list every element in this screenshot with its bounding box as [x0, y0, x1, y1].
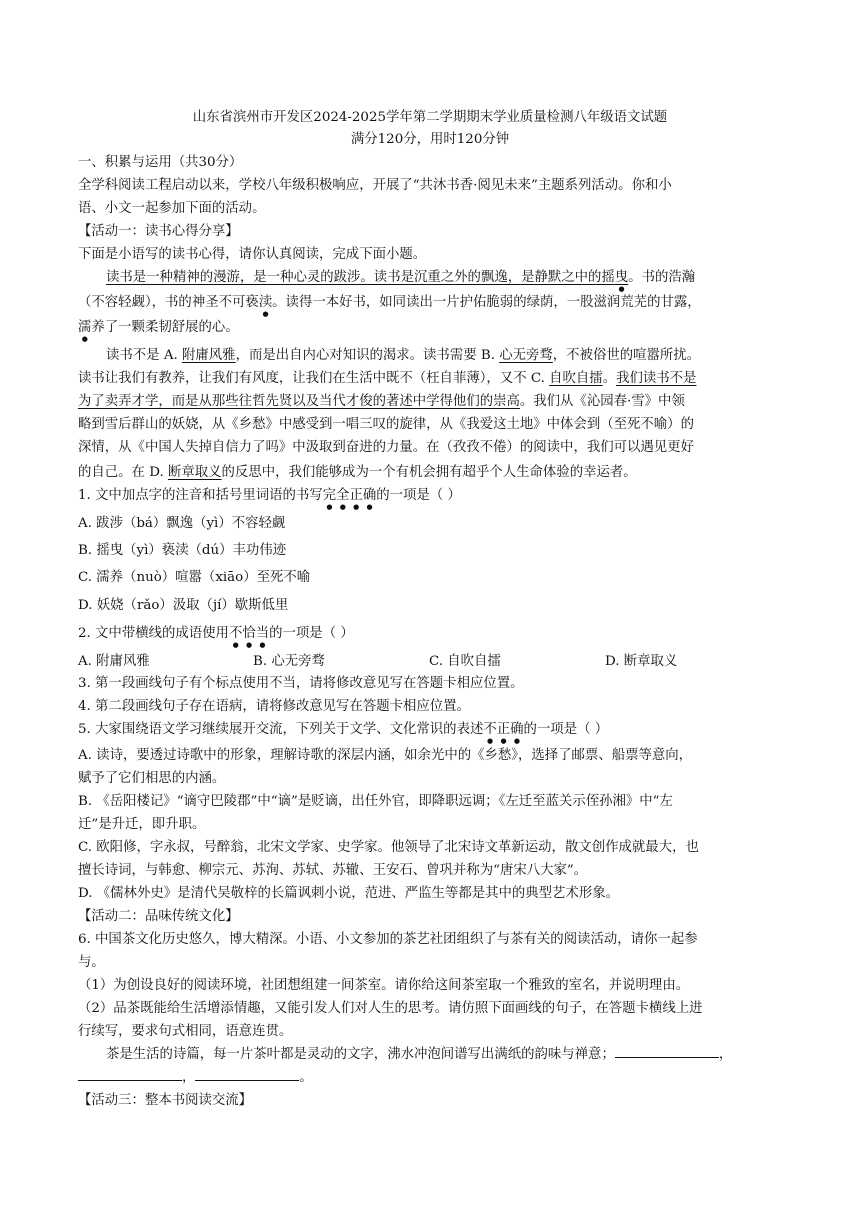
question-1-stem: [78, 484, 461, 511]
question-6-sub2-line1: （2）品茶既能给生活增添情趣，又能引发人们对人生的思考。请仿照下面画线的句子，在答题卡横线上进: [78, 1001, 703, 1016]
text-span: 5. 大家围绕语文学习继续展开交流，下列关于文学、文化常识的表述: [78, 722, 484, 737]
question-1-option-c: C. 濡养（nuò）喧嚣（xiāo）至死不喻: [78, 570, 311, 585]
paragraph2-line2: [78, 367, 696, 390]
underlined-sentence: 读书是一种精神的漫游，是一种心灵的跋涉。读书是沉重之外的飘逸，是静默之中的摇: [106, 270, 615, 285]
paragraph1-line3: [78, 316, 239, 343]
paragraph2-line3: [78, 390, 685, 413]
answer-blank-2[interactable]: [78, 1066, 182, 1081]
question-2-option-b: B. 心无旁骛: [253, 654, 325, 669]
emphasis-text: 完全正确: [322, 488, 377, 503]
idiom-c: 自吹自擂: [549, 371, 603, 386]
activity2-heading: 【活动二：品味传统文化】: [78, 909, 239, 924]
dotted-char: 濡: [78, 320, 92, 335]
paragraph2-line5: 深情，从《中国人失掉自信力了吗》中汲取到奋进的力量。在（孜孜不倦）的阅读中，我们可以遇见更好: [78, 440, 694, 455]
idiom-a: 附庸风雅: [182, 348, 236, 363]
paragraph1-line1: [106, 266, 695, 293]
text-span: 。书的浩瀚: [628, 270, 696, 285]
text-span: 。: [602, 371, 617, 386]
text-span: 1. 文中加点字的注音和括号里词语的书写: [78, 488, 323, 503]
question-2-option-a: A. 附庸风雅: [78, 654, 150, 669]
question-6-line1: 6. 中国茶文化历史悠久，博大精深。小语、小文参加的茶艺社团组织了与茶有关的阅读活动，请你一起参: [78, 932, 698, 947]
text-span: 2. 文中带横线的成语使用: [78, 626, 229, 641]
idiom-d: 断章取义: [167, 465, 222, 480]
intro-line-1: 全学科阅读工程启动以来，学校八年级积极响应，开展了“共沐书香·阅见未来”主题系列活动。你和小: [78, 178, 672, 193]
text-span: 。读得一本好书，如同读出一片护佑脆弱的绿荫，一股滋润荒芜的甘露，: [272, 295, 701, 310]
exam-subtitle: 满分120分，用时120分钟: [350, 132, 510, 147]
imitation-sentence-line: [106, 1043, 732, 1066]
text-span: （不容轻觑），书的神圣不可亵: [78, 295, 259, 310]
question-2-option-c: C. 自吹自擂: [429, 654, 501, 669]
paragraph1-line2: [78, 291, 701, 318]
question-5-option-b-line2: 迁”是升迁，即升职。: [78, 817, 206, 832]
question-5-option-c-line2: 擅长诗词，与韩愈、柳宗元、苏洵、苏轼、苏辙、王安石、曾巩并称为“唐宋八大家”。: [78, 863, 588, 878]
text-span: 。: [299, 1070, 313, 1085]
question-5-option-b-line1: B. 《岳阳楼记》“谪守巴陵郡”中“谪”是贬谪，出任外官，即降职远调；《左迁至蓝关示侄孙湘》中“左: [78, 794, 673, 809]
question-6-sub2-line2: 行续写，要求句式相同，语意连贯。: [78, 1024, 293, 1039]
answer-blank-3[interactable]: [195, 1066, 299, 1081]
activity1-heading: 【活动一：读书心得分享】: [78, 224, 239, 239]
text-span: ，: [718, 1047, 733, 1062]
activity1-lead: 下面是小语写的读书心得，请你认真阅读，完成下面小题。: [78, 247, 427, 262]
text-span: 的反思中，我们能够成为一个有机会拥有超乎个人生命体验的幸运者。: [221, 465, 637, 480]
text-span: 读书不是 A.: [106, 348, 183, 363]
question-5-option-d: D. 《儒林外史》是清代吴敬梓的长篇讽刺小说，范进、严监生等都是其中的典型艺术形象。: [78, 886, 620, 901]
question-1-option-a: A. 跋涉（bá）飘逸（yì）不容轻觑: [78, 516, 286, 531]
imitation-blanks-line: [78, 1066, 313, 1089]
question-3: 3. 第一段画线句子有个标点使用不当，请将修改意见写在答题卡相应位置。: [78, 676, 524, 691]
question-6-sub1: （1）为创设良好的阅读环境，社团想组建一间茶室。请你给这间茶室取一个雅致的室名，并说明理由。: [78, 978, 690, 993]
text-span: ，而是出自内心对知识的渴求。读书需要 B.: [235, 348, 500, 363]
text-span: 茶是生活的诗篇，每一片茶叶都是灵动的文字，沸水冲泡间谱写出满纸的韵味与禅意；: [106, 1047, 615, 1062]
dotted-char: 曳: [614, 270, 629, 285]
paragraph2-line4: 略到雪后群山的妖娆，从《乡愁》中感受到一唱三叹的旋律，从《我爱这土地》中体会到（至死不喻）的: [78, 417, 694, 432]
text-span: ，不被俗世的喧嚣所扰。: [552, 348, 701, 363]
dotted-char: 渎: [258, 295, 273, 310]
intro-line-2: 语、小文一起参加下面的活动。: [78, 201, 266, 216]
text-span: ，: [182, 1070, 196, 1085]
text-span: 的自己。在 D.: [78, 465, 168, 480]
idiom-b: 心无旁骛: [499, 348, 553, 363]
question-5-option-a-line1: A. 读诗，要透过诗歌中的形象，理解诗歌的深层内涵，如余光中的《乡愁》，选择了邮票、船票等意向，: [78, 748, 693, 763]
question-5-option-c-line1: C. 欧阳修，字永叔，号醉翁，北宋文学家、史学家。他领导了北宋诗文革新运动，散文创作成就最大，也: [78, 840, 699, 855]
emphasis-text: 不正确: [483, 722, 524, 737]
underlined-sentence: 我们读书不是: [616, 371, 697, 386]
text-span: 读书让我们有教养，让我们有风度，让我们在生活中既不（枉自菲薄），又不 C.: [78, 371, 550, 386]
question-2-option-d: D. 断章取义: [605, 654, 678, 669]
answer-blank-1[interactable]: [615, 1043, 719, 1058]
section-heading: 一、积累与运用（共30分）: [78, 155, 243, 170]
question-5-option-a-line2: 赋予了它们相思的内涵。: [78, 771, 226, 786]
text-span: 的一项是（ ）: [376, 488, 461, 503]
underlined-sentence: 为了卖弄才学，而是从那些往哲先贤以及当代才俊的著述中学得他们的崇高: [78, 394, 520, 409]
text-span: 的一项是（ ）: [523, 722, 609, 737]
question-1-option-d: D. 妖娆（rǎo）汲取（jí）歇斯低里: [78, 598, 289, 613]
question-5-stem: [78, 718, 608, 745]
question-4: 4. 第二段画线句子存在语病，请将修改意见写在答题卡相应位置。: [78, 699, 470, 714]
exam-title: 山东省滨州市开发区2024-2025学年第二学期期末学业质量检测八年级语文试题: [192, 110, 668, 125]
emphasis-text: 不恰当: [228, 626, 270, 641]
paragraph2-line1: [106, 344, 700, 367]
paragraph2-line6: [78, 461, 637, 484]
question-2-stem: [78, 622, 354, 649]
text-span: 的一项是（ ）: [269, 626, 354, 641]
question-6-line2: 与。: [78, 955, 105, 970]
question-1-option-b: B. 摇曳（yì）亵渎（dú）丰功伟迹: [78, 543, 287, 558]
text-span: 养了一颗柔韧舒展的心。: [91, 320, 239, 335]
text-span: 。我们从《沁园春·雪》中领: [519, 394, 685, 409]
activity3-heading: 【活动三：整本书阅读交流】: [78, 1093, 253, 1108]
